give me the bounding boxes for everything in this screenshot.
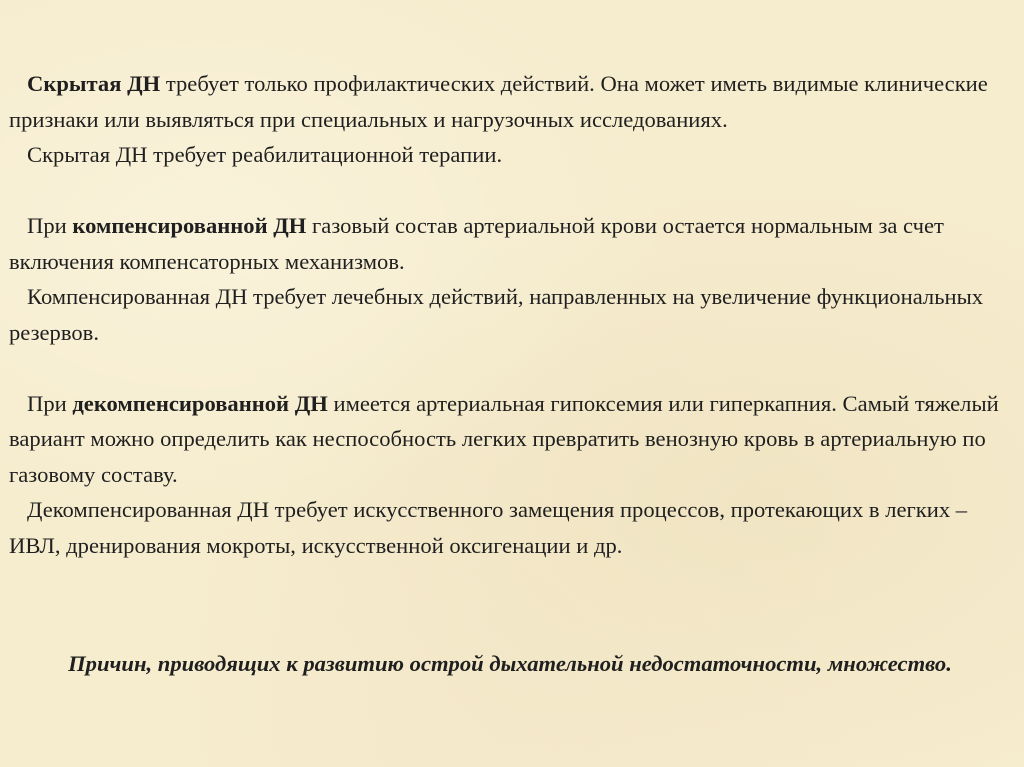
paragraph-latent-dn-therapy [9,137,1017,173]
paragraph-decompensated-dn [9,386,1017,493]
paragraph-latent-dn-text: требует только профилактических действий. Она может иметь видимые клинические признаки или выявляться при специальных и нагрузочных исследованиях. [9,71,988,132]
paragraph-decompensated-dn-lead: При [27,390,73,416]
paragraph-spacer [9,350,1017,386]
paragraph-compensated-dn-therapy-text: Компенсированная ДН требует лечебных действий, направленных на увеличение функциональных резервов. [9,284,984,345]
term-decompensated-dn: декомпенсированной ДН [72,390,328,416]
slide-body [9,66,1017,563]
closing-statement: Причин, приводящих к развитию острой дыхательной недостаточности, множество. [68,651,952,676]
paragraph-spacer [9,173,1017,209]
paragraph-decompensated-dn-therapy [9,492,1017,563]
term-compensated-dn: компенсированной ДН [72,213,307,238]
paragraph-compensated-dn-lead: При [27,213,73,238]
paragraph-compensated-dn-text: газовый состав артериальной крови остается нормальным за счет включения компенсаторных механизмов. [9,213,944,274]
term-latent-dn: Скрытая ДН [27,71,161,96]
paragraph-decompensated-dn-text: имеется артериальная гипоксемия или гиперкапния. Самый тяжелый вариант можно определить как неспособность легких превратить венозную кровь в артериальную по газовому составу. [9,390,999,487]
paragraph-latent-dn-therapy-text: Скрытая ДН требует реабилитационной терапии. [27,142,503,167]
paragraph-compensated-dn [9,208,1017,279]
paragraph-decompensated-dn-therapy-text: Декомпенсированная ДН требует искусственного замещения процессов, протекающих в легких – ИВЛ, дренирования мокроты, искусственной оксигенации и др. [9,497,968,558]
paragraph-latent-dn [9,66,1017,137]
paragraph-compensated-dn-therapy [9,279,1017,350]
